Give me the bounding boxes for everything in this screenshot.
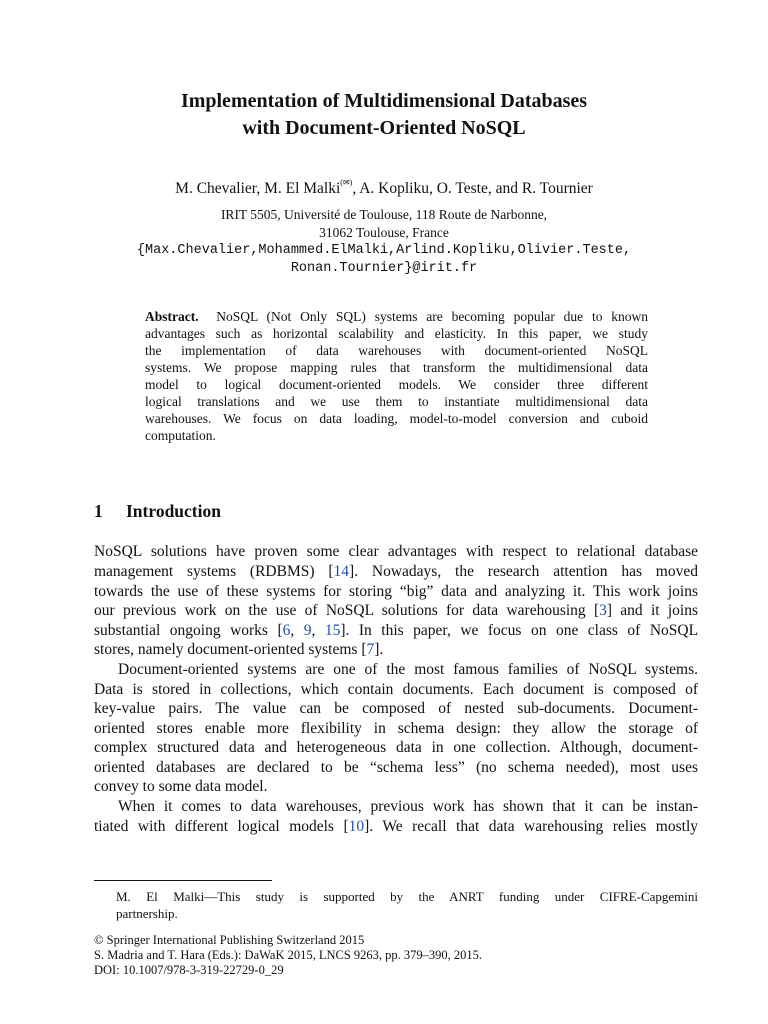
author-emails-line-2: Ronan.Tournier}@irit.fr [290, 261, 478, 276]
abstract-line [145, 308, 648, 325]
body-line: convey to some data model. [94, 778, 268, 795]
paper-title-line-2: with Document-Oriented NoSQL [242, 117, 526, 139]
footnote-line-2: partnership. [116, 906, 178, 921]
author-list [0, 173, 768, 199]
body-line: tiated with different logical models [10]. We recall that data warehousing relies mostly [94, 818, 698, 835]
citation-link[interactable]: 3 [599, 602, 607, 619]
citation-link[interactable]: 9 [303, 622, 312, 639]
footnote-divider [94, 880, 272, 881]
corresponding-author-envelope-icon: (✉) [340, 178, 353, 187]
body-line: NoSQL solutions have proven some clear advantages with respect to relational database [94, 543, 698, 560]
body-line: management systems (RDBMS) [14]. Nowadays, the research attention has moved [94, 563, 698, 580]
body-line: When it comes to data warehouses, previous work has shown that it can be instan- [118, 798, 698, 815]
section-title: Introduction [126, 501, 221, 521]
abstract-line: the implementation of data warehouses with document-oriented NoSQL [145, 343, 648, 358]
section-number: 1 [94, 501, 103, 521]
authors-before: M. Chevalier, M. El Malki [175, 180, 341, 197]
abstract-line: logical translations and we use them to instantiate multidimensional data [145, 394, 648, 409]
citation-info-line: S. Madria and T. Hara (Eds.): DaWaK 2015, LNCS 9263, pp. 379–390, 2015. [94, 948, 483, 962]
section-heading-introduction [94, 500, 221, 522]
body-line: substantial ongoing works [6, 9, 15]. In this paper, we focus on one class of NoSQL [94, 622, 699, 639]
abstract-line: model to logical document-oriented models. We consider three different [145, 377, 648, 392]
affiliation-line-2: 31062 Toulouse, France [319, 225, 449, 240]
abstract-line: systems. We propose mapping rules that transform the multidimensional data [145, 360, 648, 375]
body-line: stores, namely document-oriented systems [7]. [94, 641, 384, 658]
doi-line: DOI: 10.1007/978-3-319-22729-0_29 [94, 963, 284, 977]
body-line: key-value pairs. The value can be composed of nested sub-documents. Document- [94, 700, 698, 717]
abstract-line: warehouses. We focus on data loading, model-to-model conversion and cuboid [145, 411, 648, 426]
body-line: Document-oriented systems are one of the most famous families of NoSQL systems. [118, 661, 698, 678]
footnote-line-1: M. El Malki—This study is supported by the ANRT funding under CIFRE-Capgemini [116, 889, 698, 904]
abstract-text: NoSQL (Not Only SQL) systems are becoming popular due to known [216, 309, 649, 324]
copyright-line: © Springer International Publishing Switzerland 2015 [94, 933, 365, 947]
affiliation-line-1: IRIT 5505, Université de Toulouse, 118 Route de Narbonne, [220, 207, 548, 222]
citation-link[interactable]: 6 [282, 622, 291, 639]
citation-link[interactable]: 10 [348, 818, 365, 835]
body-line: complex structured data and heterogeneous data in one collection. Although, document- [94, 739, 698, 756]
body-line: oriented databases are declared to be “schema less” (no schema needed), most uses [94, 759, 698, 776]
citation-link[interactable]: 7 [366, 641, 375, 658]
body-line: our previous work on the use of NoSQL solutions for data warehousing [3] and it joins [94, 602, 698, 619]
citation-link[interactable]: 15 [324, 622, 341, 639]
abstract-line: computation. [145, 428, 216, 443]
abstract-label: Abstract. [145, 309, 199, 324]
body-line: oriented stores enable more flexibility in schema design: they allow the storage of [94, 720, 698, 737]
body-line: towards the use of these systems for storing “big” data and analyzing it. This work joins [94, 583, 698, 600]
body-line: Data is stored in collections, which contain documents. Each document is composed of [94, 681, 698, 698]
paper-title-line-1: Implementation of Multidimensional Databases [180, 90, 588, 112]
author-emails-line-1: {Max.Chevalier,Mohammed.ElMalki,Arlind.Kopliku,Olivier.Teste, [136, 243, 632, 258]
authors-after: , A. Kopliku, O. Teste, and R. Tournier [352, 180, 593, 197]
citation-link[interactable]: 14 [333, 563, 350, 580]
abstract-line: advantages such as horizontal scalability and elasticity. In this paper, we study [145, 326, 648, 341]
